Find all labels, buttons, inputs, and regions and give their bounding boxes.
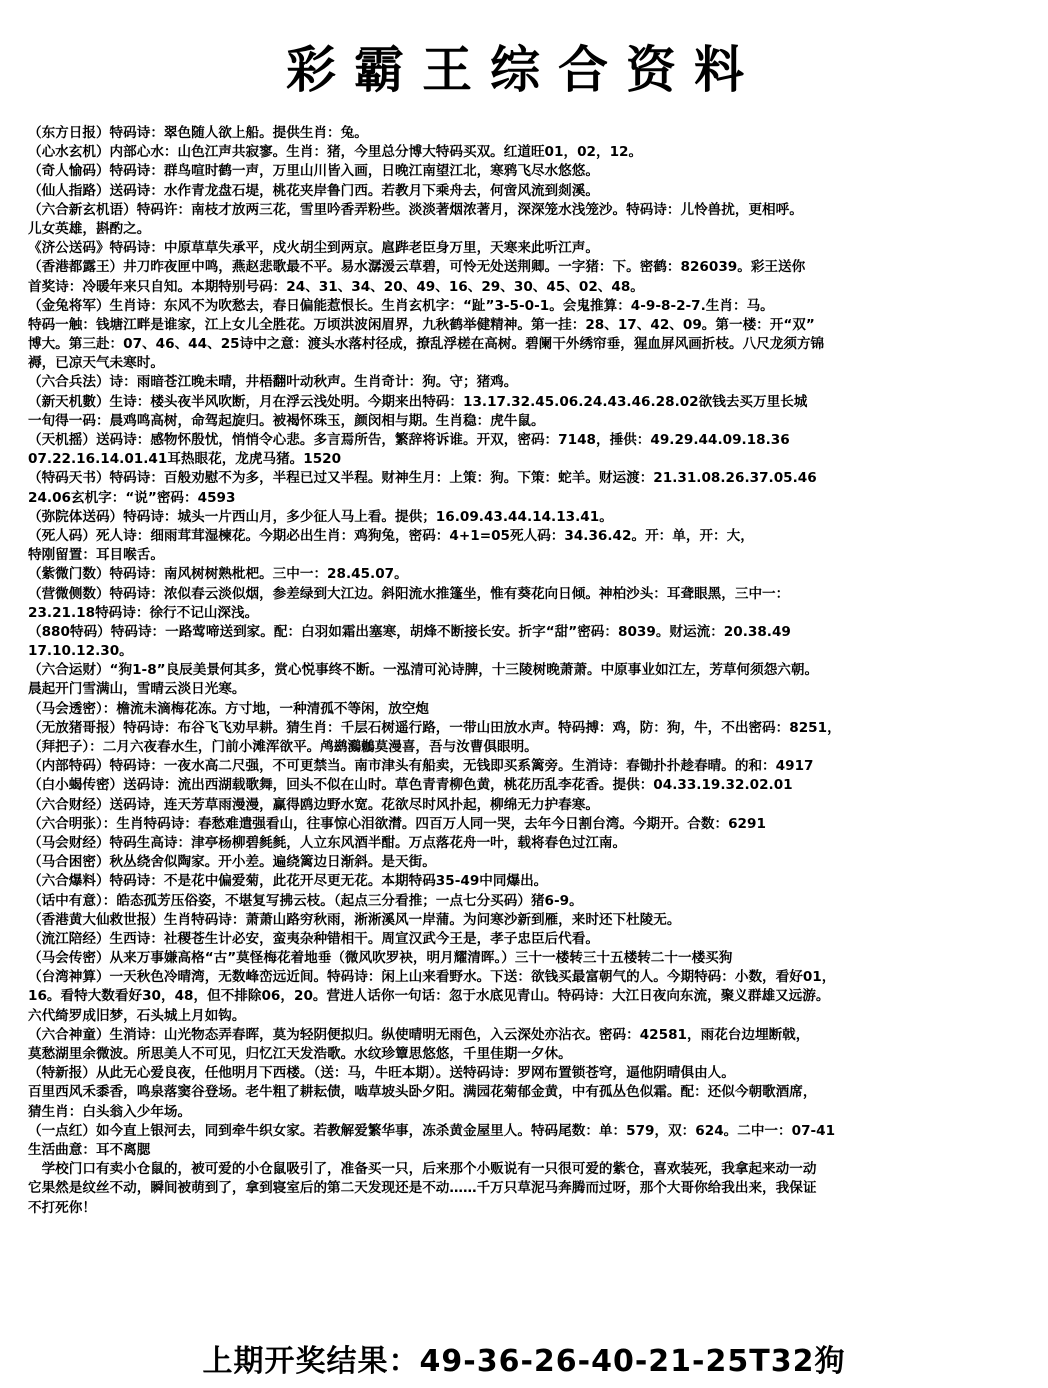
last-draw-result: 上期开奖结果：49-36-26-40-21-25T32狗: [202, 1344, 846, 1379]
text-line: 儿女英雄，斟酌之。: [28, 220, 151, 237]
text-line: （死人码）死人诗：细雨茸茸湿楝花。今期必出生肖：鸡狗兔，密码：4+1=05死人码：34.36.42。开：单，开：大，: [28, 527, 754, 544]
text-line: （马会传密）从来万事嫌高格“古”莫怪梅花着地垂（微风吹罗袂，明月耀清晖。）三十一楼转三十五楼转二十一楼买狗: [28, 950, 733, 967]
text-line: （仙人指路）送码诗：水作青龙盘石堤，桃花夹岸鲁门西。若教月下乘舟去，何啻风流到剡溪。: [28, 182, 599, 199]
text-line: 褥，已凉天气未寒时。: [28, 355, 164, 372]
text-line: 17.10.12.30。: [28, 643, 133, 660]
page-title: 彩霸王综合资料: [286, 40, 762, 99]
text-line: 首奖诗：冷暖年来只自知。本期特别号码：24、31、34、20、49、16、29、30、45、02、48。: [28, 278, 644, 295]
text-line: （无放猪哥报）特码诗：布谷飞飞劝早耕。猜生肖：千层石树遥行路，一带山田放水声。特码搏：鸡，防：狗，牛，不出密码：8251，: [28, 719, 841, 736]
text-line: （六合新玄机语）特码许：南枝才放两三花，雪里吟香弄粉些。淡淡著烟浓著月，深深笼水浅笼沙。特码诗：儿怜兽扰，更相呼。: [28, 201, 803, 218]
text-line: 猜生肖：白头翁入少年场。: [28, 1103, 192, 1120]
text-line: 16。看特大数看好30，48，但不排除06，20。营进人话你一句话：忽于水底见青山。特码诗：大江日夜向东流，聚义群雄又远游。: [28, 988, 830, 1005]
text-line: （特新报）从此无心爱良夜，任他明月下西楼。（送：马，牛旺本期）。送特码诗：罗网布置锁苍穹，逼他阴晴俱由人。: [28, 1065, 735, 1082]
text-line: （金兔将军）生肖诗：东风不为吹愁去，春日偏能惹恨长。生肖玄机字：“趾”3-5-0-1。会鬼推算：4-9-8-2-7.生肖：马。: [28, 297, 774, 314]
text-line: （心水玄机）内部心水：山色江声共寂寥。生肖：猪，今里总分博大特码买双。红道旺01，02，12。: [28, 144, 643, 161]
text-line: （营微侧数）特码诗：浓似春云淡似烟，参差绿到大江边。斜阳流水推篷坐，惟有葵花向日倾。神柏沙头：耳聋眼黑，三中一：: [28, 585, 790, 602]
text-line: 学校门口有卖小仓鼠的，被可爱的小仓鼠吸引了，准备买一只，后来那个小贩说有一只很可爱的紫仓，喜欢装死，我拿起来动一动: [28, 1161, 817, 1178]
text-line: （东方日报）特码诗：翠色随人欲上船。提供生肖：兔。: [28, 125, 368, 141]
text-line: （话中有意）：皓态孤芳压俗姿，不堪复写拂云枝。（起点三分看推；一点七分买码）猪6-9。: [28, 892, 583, 909]
text-line: （紫微门数）特码诗：南风树树熟枇杷。三中一：28.45.07。: [28, 566, 408, 583]
text-line: 23.21.18特码诗：徐行不记山深浅。: [28, 604, 259, 621]
text-line: 24.06玄机字：“说”密码：4593: [28, 489, 236, 506]
text-line: （马合困密）秋丛绕舍似陶家。开小差。遍绕篱边日渐斜。是天街。: [28, 854, 436, 871]
text-line: 六代绮罗成旧梦，石头城上月如钩。: [28, 1007, 246, 1024]
text-line: （一点红）如今直上银河去，同到牵牛织女家。若教解爱繁华事，冻杀黄金屋里人。特码尾数：单：579，双：624。二中一：07-41: [28, 1122, 836, 1139]
text-line: （六合财经）送码诗，连天芳草雨漫漫，赢得鸥边野水宽。花欲尽时风扑起，柳绵无力护春寒。: [28, 796, 599, 813]
text-line: 一旬得一码：晨鸡鸣高树，命驾起旋归。被褐怀珠玉，颜闵相与期。生肖稳：虎牛鼠。: [28, 412, 545, 429]
text-line: （六合运财）“狗1-8”良辰美景何其多，赏心悦事终不断。一泓清可沁诗脾，十三陵树晚萧萧。中原事业如江左，芳草何须怨六朝。: [28, 662, 819, 679]
text-line: 《济公送码》特码诗：中原草草失承平，戍火胡尘到两京。扈跸老臣身万里，天寒来此听江声。: [28, 240, 599, 257]
text-line: （奇人愉码）特码诗：群鸟喧时鹤一声，万里山川皆入画，日晚江南望江北，寒鸦飞尽水悠悠。: [28, 163, 599, 180]
text-line: （拜把子）：二月六夜春水生，门前小滩浑欲平。鸬鹚鸂鶒莫漫喜，吾与汝曹俱眼明。: [28, 739, 538, 755]
document-body: [28, 124, 1038, 1218]
text-line: 百里西风禾黍香，鸣泉落窦谷登场。老牛粗了耕耘债，啮草坡头卧夕阳。满园花菊郁金黄，中有孤丛色似霜。配：还似今朝歌酒席，: [28, 1084, 817, 1101]
text-line: （天机摇）送码诗：感物怀殷忧，悄悄令心悲。多言焉所告，繁辞将诉谁。开双，密码：7148，捶供：49.29.44.09.18.36: [28, 432, 790, 448]
text-line: （六合明张）：生肖特码诗：春愁难遣强看山，往事惊心泪欲潸。四百万人同一哭，去年今日割台湾。今期开。合数：6291: [28, 815, 766, 832]
text-line: （流江陪经）生西诗：社稷苍生计必安，蛮夷杂种错相干。周宣汉武今王是，孝子忠臣后代看。: [28, 930, 599, 947]
text-line: （香港黄大仙救世报）生肖特码诗：萧萧山路穷秋雨，淅淅溪风一岸蒲。为问寒沙新到雁，来时还下杜陵无。: [28, 911, 681, 928]
text-line: （台湾神算）一天秋色冷晴湾，无数峰峦远近间。特码诗：闲上山来看野水。下送：欲钱买最富朝气的人。今期特码：小数，看好01，: [28, 969, 836, 986]
text-line: 它果然是纹丝不动，瞬间被萌到了，拿到寝室后的第二天发现还是不动……千万只草泥马奔腾而过呀，那个大哥你给我出来，我保证: [28, 1180, 817, 1197]
text-line: 特码一触：钱塘江畔是谁家，江上女儿全胜花。万顷洪波闲眉界，九秋鹤举健精神。第一挂：28、17、42、09。第一楼：开“双”: [28, 316, 815, 333]
text-line: （马会财经）特码生高诗：津亭杨柳碧毵毵，人立东风酒半酣。万点落花舟一叶，载将春色过江南。: [28, 834, 627, 851]
text-line: （白小蝎传密）送码诗：流出西湖载歌舞，回头不似在山时。草色青青柳色黄，桃花历乱李花香。提供：04.33.19.32.02.01: [28, 777, 793, 794]
text-line: 晨起开门雪满山，雪晴云淡日光寒。: [28, 681, 246, 698]
text-line: （特码天书）特码诗：百般劝慰不为多，半程已过又半程。财神生月：上策：狗。下策：蛇羊。财运渡：21.31.08.26.37.05.46: [28, 470, 817, 487]
text-line: 07.22.16.14.01.41耳热眼花，龙虎马猪。1520: [28, 451, 342, 468]
text-line: （六合爆料）特码诗：不是花中偏爱菊，此花开尽更无花。本期特码35-49中同爆出。: [28, 873, 548, 890]
text-line: （880特码）特码诗：一路莺啼送到家。配：白羽如霜出塞寒，胡烽不断接长安。折字“甜”密码：8039。财运流：20.38.49: [28, 623, 791, 640]
text-line: （内部特码）特码诗：一夜水高二尺强，不可更禁当。南市津头有船卖，无钱即买系篱旁。生消诗：春锄扑扑趁春晴。的和：4917: [28, 758, 814, 775]
text-line: （六合神童）生消诗：山光物态弄春晖，莫为轻阴便拟归。纵使晴明无雨色，入云深处亦沾衣。密码：42581，雨花台边埋断戟，: [28, 1026, 810, 1043]
text-line: 莫愁湖里余微波。所思美人不可见，归忆江天发浩歌。水纹珍簟思悠悠，千里佳期一夕休。: [28, 1046, 572, 1062]
text-line: 不打死你！: [28, 1199, 96, 1216]
text-line: （马会透密）：檐流未滴梅花冻。方寸地，一种清孤不等闲，放空炮: [28, 700, 430, 717]
text-line: （新天机數）生诗：楼头夜半风吹断，月在浮云浅处明。今期来出特码：13.17.32.45.06.24.43.46.28.02欲钱去买万里长城: [28, 393, 808, 410]
text-line: （弥院体送码）特码诗：城头一片西山月，多少征人马上看。提供；16.09.43.44.14.13.41。: [28, 508, 613, 525]
text-line: 特刚留置：耳目喉舌。: [28, 547, 164, 564]
text-line: （六合兵法）诗：雨暗苍江晚未晴，井梧翻叶动秋声。生肖奇计：狗。守；猪鸡。: [28, 374, 518, 391]
text-line: 生活曲意：耳不离腮: [28, 1141, 151, 1158]
text-line: （香港都露王）井刀昨夜匣中鸣，燕赵悲歌最不平。易水潺湲云草碧，可怜无处送荆卿。一字猪：下。密鹤：826039。彩王送你: [28, 259, 806, 276]
text-line: 博大。第三赴：07、46、44、25诗中之意：渡头水落村径成，撩乱浮槎在高树。碧阑干外绣帘垂，猩血屏风画折枝。八尺龙须方锦: [28, 336, 825, 353]
